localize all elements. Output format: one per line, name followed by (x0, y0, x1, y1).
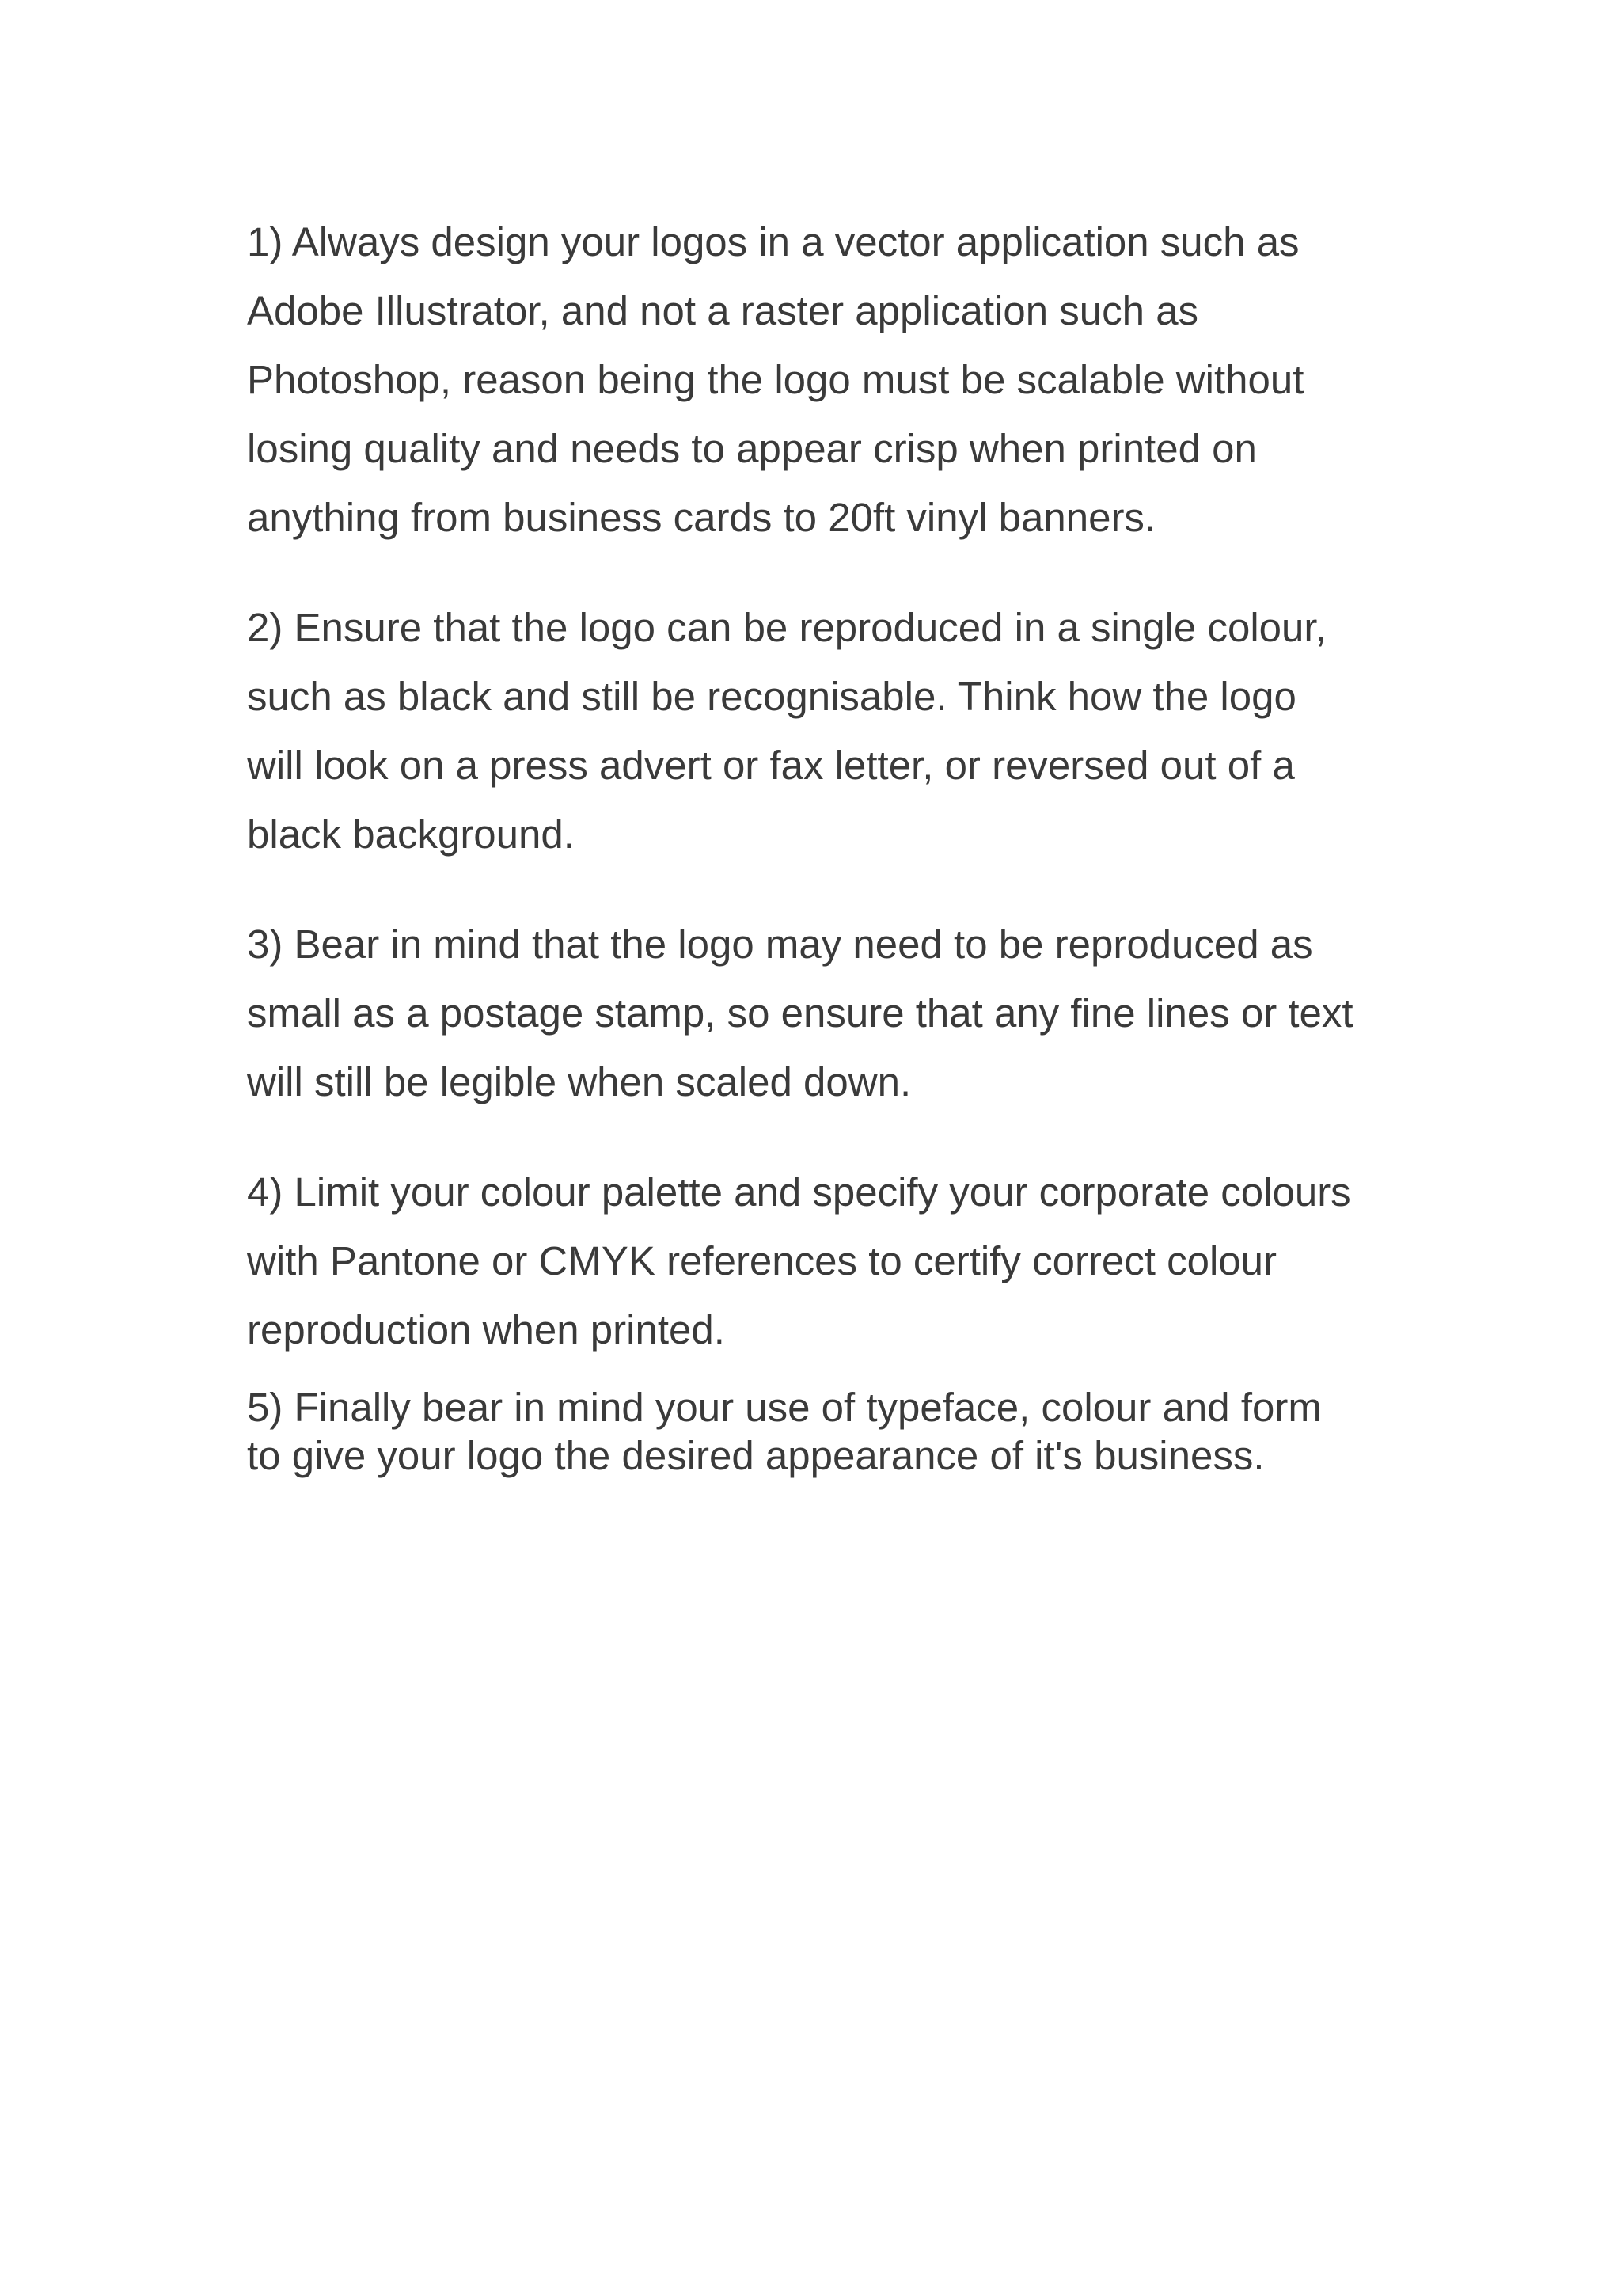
paragraph-line: with Pantone or CMYK references to certify correct colour (247, 1238, 1277, 1283)
paragraph-line: anything from business cards to 20ft vinyl banners. (247, 495, 1156, 540)
paragraph-line: 3) Bear in mind that the logo may need to be reproduced as (247, 922, 1313, 967)
paragraph-line: small as a postage stamp, so ensure that any fine lines or text (247, 990, 1353, 1036)
paragraph-line: losing quality and needs to appear crisp when printed on (247, 426, 1257, 471)
paragraph-line: 5) Finally bear in mind your use of typeface, colour and form (247, 1385, 1322, 1430)
paragraph-line: black background. (247, 812, 575, 857)
tip-paragraph-2 (247, 593, 1403, 869)
tip-paragraph-1 (247, 207, 1403, 552)
paragraph-line: 2) Ensure that the logo can be reproduced in a single colour, (247, 605, 1327, 650)
paragraph-line: 1) Always design your logos in a vector application such as (247, 219, 1300, 264)
paragraph-line: Adobe Illustrator, and not a raster application such as (247, 288, 1199, 333)
document-body (247, 207, 1403, 1480)
paragraph-line: reproduction when printed. (247, 1307, 725, 1352)
paragraph-line: will still be legible when scaled down. (247, 1059, 912, 1104)
tip-paragraph-3 (247, 910, 1403, 1116)
paragraph-line: such as black and still be recognisable. Think how the logo (247, 674, 1296, 719)
tip-paragraph-4 (247, 1158, 1403, 1364)
paragraph-line: will look on a press advert or fax letter, or reversed out of a (247, 743, 1295, 788)
paragraph-line: 4) Limit your colour palette and specify your corporate colours (247, 1169, 1351, 1215)
tip-paragraph-5 (247, 1383, 1403, 1480)
paragraph-line: Photoshop, reason being the logo must be scalable without (247, 357, 1304, 402)
paragraph-line: to give your logo the desired appearance of it's business. (247, 1433, 1265, 1478)
